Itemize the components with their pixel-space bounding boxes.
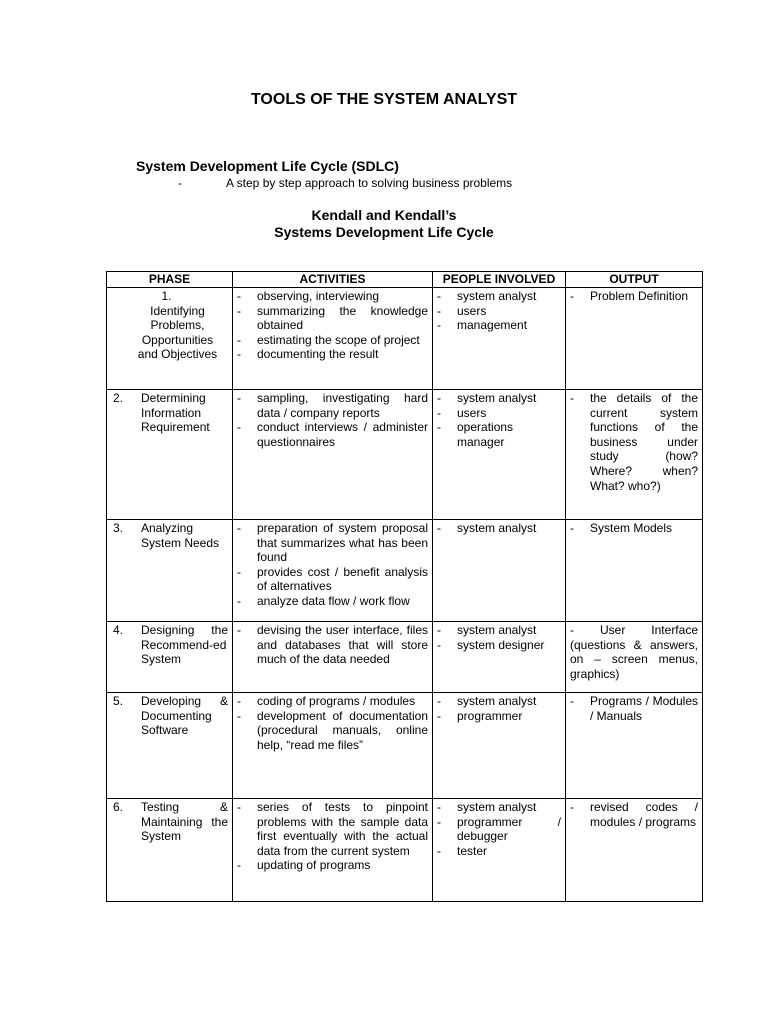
output-cell (566, 520, 703, 622)
phase-name: Testing & Maintaining the System (141, 800, 228, 844)
bullet-dash: - (437, 420, 441, 435)
list-item-text: conduct interviews / administer questionnaires (257, 420, 428, 449)
list-item-text: programmer (457, 708, 523, 723)
list-item-text: observing, interviewing (257, 289, 380, 303)
bullet-dash: - (237, 303, 241, 318)
list-item (437, 304, 561, 319)
bullet-dash: - (237, 593, 241, 608)
table-row (107, 622, 703, 693)
list-item (237, 333, 428, 348)
list-item (237, 858, 428, 873)
bullet-dash: - (570, 521, 574, 535)
page-title: TOOLS OF THE SYSTEM ANALYST (250, 91, 518, 108)
sdlc-table (106, 271, 703, 902)
table-body (107, 288, 703, 902)
list-item-text: users (457, 405, 487, 420)
people-list (437, 391, 561, 449)
people-list (437, 623, 561, 652)
kendall-heading-line1: Kendall and Kendall’s (311, 207, 457, 223)
list-item-text: sampling, investigating hard data / company reports (257, 391, 428, 420)
list-item-text: analyze data flow / work flow (257, 593, 410, 608)
bullet-dash: - (437, 843, 441, 858)
list-item (437, 391, 561, 406)
bullet-dash: - (437, 289, 441, 303)
activities-list (237, 623, 428, 667)
list-item-text: users (457, 303, 487, 318)
people-list (437, 289, 561, 333)
phase-cell (107, 520, 233, 622)
list-item (437, 623, 561, 638)
list-item-text: development of documentation (procedural manuals, online help, “read me files” (257, 708, 428, 752)
table-row (107, 390, 703, 520)
bullet-dash: - (237, 623, 241, 637)
output-cell (566, 693, 703, 799)
list-item (570, 289, 698, 304)
kendall-heading (0, 207, 768, 241)
activities-cell (233, 799, 433, 902)
table-header-row (107, 272, 703, 288)
output-cell (566, 622, 703, 693)
list-item-text: preparation of system proposal that summarizes what has been found (257, 521, 428, 565)
list-item-text: estimating the scope of project (257, 332, 420, 347)
list-item (570, 391, 698, 493)
list-item (437, 709, 561, 724)
column-header-phase: PHASE (107, 272, 233, 288)
bullet-dash: - (570, 694, 574, 708)
list-item (437, 406, 561, 421)
phase-number: 1. (161, 289, 172, 303)
bullet-dash: - (237, 694, 241, 708)
list-item-text: tester (457, 843, 488, 858)
phase-cell (107, 622, 233, 693)
bullet-dash: - (437, 303, 441, 318)
list-item (237, 521, 428, 565)
activities-cell (233, 288, 433, 390)
bullet-dash: - (437, 521, 441, 535)
people-list (437, 800, 561, 858)
list-item-text: summarizing the knowledge obtained (257, 303, 428, 333)
bullet-dash: - (570, 289, 574, 303)
list-item-text: system analyst (457, 391, 537, 405)
list-item (570, 521, 698, 536)
list-item (437, 800, 561, 815)
people-cell (433, 693, 566, 799)
list-item-text: system analyst (457, 694, 537, 708)
list-item (437, 289, 561, 304)
list-item (570, 800, 698, 829)
list-item-text: devising the user interface, files and databases that will store much of the data needed (257, 623, 428, 667)
activities-list (237, 800, 428, 873)
activities-cell (233, 693, 433, 799)
people-cell (433, 520, 566, 622)
list-item-text: System Models (590, 521, 673, 535)
bullet-dash: - (437, 800, 441, 814)
phase-name: Determining Information Requirement (141, 391, 210, 435)
table-row (107, 693, 703, 799)
phase-number: 5. (113, 694, 124, 708)
list-item-text: revised codes / modules / programs (590, 800, 698, 829)
phase-number: 2. (113, 391, 124, 405)
activities-list (237, 391, 428, 449)
list-item (237, 304, 428, 333)
list-item-text: Programs / Modules / Manuals (590, 694, 698, 723)
bullet-dash: - (237, 347, 241, 362)
output-text: - User Interface (questions & answers, on – screen menus, graphics) (570, 623, 698, 681)
list-item (237, 623, 428, 667)
phase-label (111, 521, 228, 550)
phase-number: 6. (113, 800, 124, 814)
list-item-text: system analyst (457, 623, 537, 637)
list-item-text: operations manager (457, 420, 514, 449)
bullet-dash: - (437, 694, 441, 708)
phase-cell (107, 799, 233, 902)
list-item (437, 694, 561, 709)
bullet-dash: - (437, 637, 441, 652)
people-list (437, 521, 561, 536)
people-cell (433, 390, 566, 520)
activities-cell (233, 520, 433, 622)
sdlc-heading: System Development Life Cycle (SDLC) (136, 158, 399, 174)
list-item-text: coding of programs / modules (257, 694, 416, 708)
bullet-dash: - (237, 332, 241, 347)
list-item (437, 318, 561, 333)
activities-list (237, 694, 428, 752)
list-item-text: management (457, 318, 528, 333)
phase-number: 3. (113, 521, 124, 535)
bullet-dash: - (237, 708, 241, 723)
bullet-dash: - (437, 391, 441, 405)
phase-name: Analyzing System Needs (141, 521, 220, 550)
phase-label (111, 800, 228, 844)
list-item-text: the details of the current system functions of the business under study (how? Where? when? What? who?) (590, 391, 698, 493)
bullet-dash: - (437, 318, 441, 333)
bullet-dash: - (237, 289, 241, 303)
bullet-dash: - (437, 405, 441, 420)
phase-cell (107, 693, 233, 799)
output-list (570, 391, 698, 493)
bullet-dash: - (178, 176, 182, 190)
bullet-dash: - (237, 521, 241, 535)
list-item (437, 638, 561, 653)
list-item (437, 521, 561, 536)
bullet-dash: - (237, 420, 241, 435)
phase-name: Developing & Documenting Software (141, 694, 228, 738)
bullet-dash: - (437, 708, 441, 723)
people-cell (433, 799, 566, 902)
table-row (107, 288, 703, 390)
output-list (570, 289, 698, 304)
list-item-text: Problem Definition (590, 289, 689, 303)
table-row (107, 520, 703, 622)
list-item (237, 347, 428, 362)
list-item-text: system analyst (457, 800, 537, 814)
bullet-dash: - (437, 623, 441, 637)
list-item (437, 844, 561, 859)
list-item (237, 289, 428, 304)
phase-number: 4. (113, 623, 124, 637)
people-list (437, 694, 561, 723)
people-cell (433, 288, 566, 390)
list-item (437, 420, 561, 449)
phase-cell (107, 288, 233, 390)
list-item-text: documenting the result (257, 347, 379, 362)
bullet-dash: - (437, 814, 441, 829)
list-item-text: system analyst (457, 289, 537, 303)
people-cell (433, 622, 566, 693)
bullet-dash: - (237, 800, 241, 814)
list-item-text: provides cost / benefit analysis of alternatives (257, 564, 428, 594)
output-cell (566, 390, 703, 520)
output-list (570, 521, 698, 536)
bullet-dash: - (570, 800, 574, 814)
output-cell (566, 288, 703, 390)
list-item (237, 565, 428, 594)
phase-name: Identifying Problems, Opportunities and Objectives (137, 303, 218, 362)
list-item-text: system designer (457, 637, 545, 652)
phase-label (111, 391, 228, 435)
activities-cell (233, 390, 433, 520)
output-list (570, 800, 698, 829)
column-header-people: PEOPLE INVOLVED (433, 272, 566, 288)
table-row (107, 799, 703, 902)
column-header-output: OUTPUT (566, 272, 703, 288)
column-header-activities: ACTIVITIES (233, 272, 433, 288)
list-item-text: programmer / debugger (457, 814, 561, 844)
list-item (237, 694, 428, 709)
activities-list (237, 289, 428, 362)
phase-cell (107, 390, 233, 520)
bullet-dash: - (237, 858, 241, 873)
activities-cell (233, 622, 433, 693)
list-item (237, 391, 428, 420)
bullet-dash: - (570, 391, 574, 405)
output-cell (566, 799, 703, 902)
list-item-text: series of tests to pinpoint problems with the sample data first eventually with the actual data from the current system (257, 800, 428, 858)
list-item-text: updating of programs (257, 858, 371, 873)
bullet-dash: - (237, 564, 241, 579)
sdlc-definition: A step by step approach to solving business problems (226, 176, 513, 190)
list-item (237, 420, 428, 449)
list-item (237, 800, 428, 858)
sdlc-definition-line (178, 176, 512, 190)
output-list (570, 694, 698, 723)
list-item (237, 594, 428, 609)
list-item (437, 815, 561, 844)
bullet-dash: - (237, 391, 241, 405)
phase-name: Designing the Recommend-ed System (141, 623, 228, 667)
list-item (570, 694, 698, 723)
phase-label (111, 694, 228, 738)
activities-list (237, 521, 428, 609)
kendall-heading-line2: Systems Development Life Cycle (274, 224, 494, 240)
list-item-text: system analyst (457, 521, 537, 535)
phase-label (111, 623, 228, 667)
list-item (237, 709, 428, 753)
